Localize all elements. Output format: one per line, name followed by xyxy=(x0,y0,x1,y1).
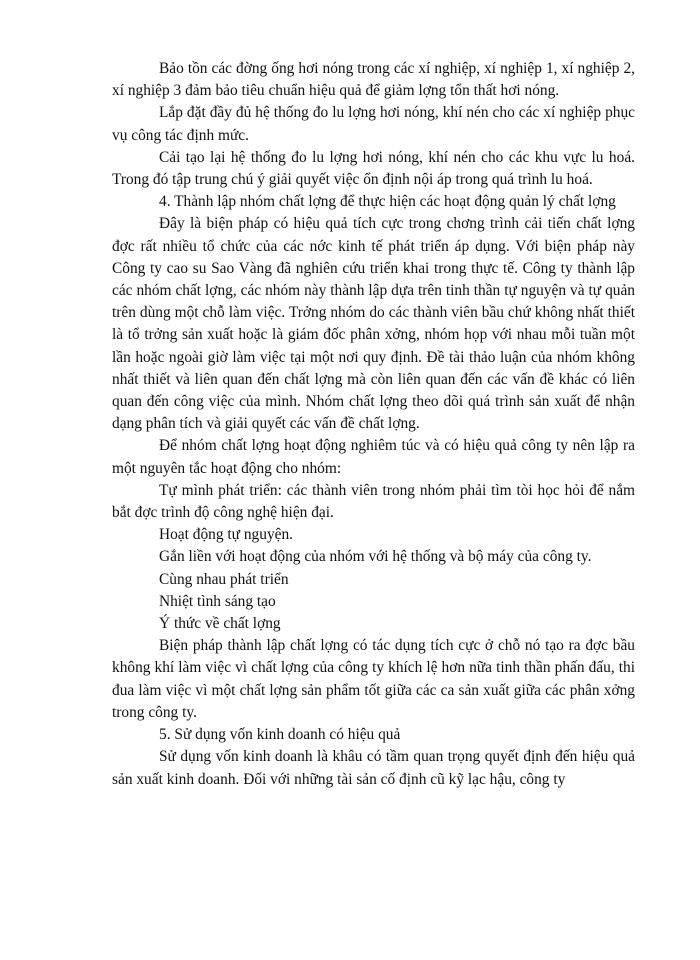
document-page xyxy=(112,58,635,898)
paragraph-measure-effects: Biện pháp thành lập chất lợng có tác dụng tích cực ở chỗ nó tạo ra đợc bầu không khí làm việc vì chất lợng của công ty khích lệ hơn nữa tinh thần phấn đấu, thi đua làm việc vì một chất lợng sản phẩm tốt giữa các ca sản xuất giữa các phân xởng trong công ty. xyxy=(112,637,635,721)
list-item-self-development: Tự mình phát triển: các thành viên trong nhóm phải tìm tòi học hỏi để nắm bắt đợc trình độ công nghệ hiện đại. xyxy=(112,481,635,522)
list-item-develop-together: Cùng nhau phát triển xyxy=(159,570,289,588)
paragraph-vulcanization-meters: Cải tạo lại hệ thống đo lu lợng hơi nóng, khí nén cho các khu vực lu hoá. Trong đó tập trung chú ý giải quyết việc ổn định nội áp trong quá trình lu hoá. xyxy=(112,148,635,189)
list-item-quality-awareness: Ý thức về chất lợng xyxy=(159,615,281,633)
section-heading-quality-groups: 4. Thành lập nhóm chất lợng để thực hiện các hoạt động quản lý chất lợng xyxy=(159,193,616,211)
paragraph-flow-meters: Lắp đặt đầy đủ hệ thống đo lu lợng hơi nóng, khí nén cho các xí nghiệp phục vụ công tác định mức. xyxy=(112,104,635,144)
section-heading-capital-use: 5. Sử dụng vốn kinh doanh có hiệu quả xyxy=(159,726,401,744)
list-item-voluntary: Hoạt động tự nguyện. xyxy=(159,526,294,544)
paragraph-group-principles-intro: Để nhóm chất lợng hoạt động nghiêm túc và có hiệu quả công ty nên lập ra một nguyên tắc hoạt động cho nhóm: xyxy=(112,437,635,477)
paragraph-quality-groups-description: Đây là biện pháp có hiệu quả tích cực trong chơng trình cải tiến chất lợng đợc rất nhiều tổ chức của các nớc kinh tế phát triển áp dụng. Với biện pháp này Công ty cao su Sao Vàng đã nghiên cứu triển khai trong thực tế. Công ty thành lập các nhóm chất lợng, các nhóm này thành lập dựa trên tinh thần tự nguyện và tự quản trên dùng một chỗ làm việc. Trởng nhóm do các thành viên bầu chứ không nhất thiết là tổ trởng sản xuất hoặc là giám đốc phân xởng, nhóm họp với nhau mỗi tuần một lần hoặc ngoài giờ làm việc tại một nơi quy định. Đề tài thảo luận của nhóm không nhất thiết và liên quan đến chất lợng mà còn liên quan đến các vấn đề khác có liên quan đến công việc của mình. Nhóm chất lợng theo dõi quá trình sản xuất để nhận dạng phân tích và giải quyết các vấn đề chất lợng. xyxy=(112,215,635,433)
paragraph-pipe-insulation: Bảo tồn các đờng ống hơi nóng trong các xí nghiệp, xí nghiệp 1, xí nghiệp 2, xí nghiệp 3 đảm bảo tiêu chuẩn hiệu quả để giảm lợng tổn thất hơi nóng. xyxy=(112,60,635,100)
list-item-creative-enthusiasm: Nhiệt tình sáng tạo xyxy=(159,592,276,610)
paragraph-capital-use: Sử dụng vốn kinh doanh là khâu có tầm quan trọng quyết định đến hiệu quả sản xuất kinh doanh. Đối với những tài sản cố định cũ kỹ lạc hậu, công ty xyxy=(112,748,635,788)
list-item-linked-activities: Gắn liền với hoạt động của nhóm với hệ thống và bộ máy của công ty. xyxy=(159,548,592,566)
